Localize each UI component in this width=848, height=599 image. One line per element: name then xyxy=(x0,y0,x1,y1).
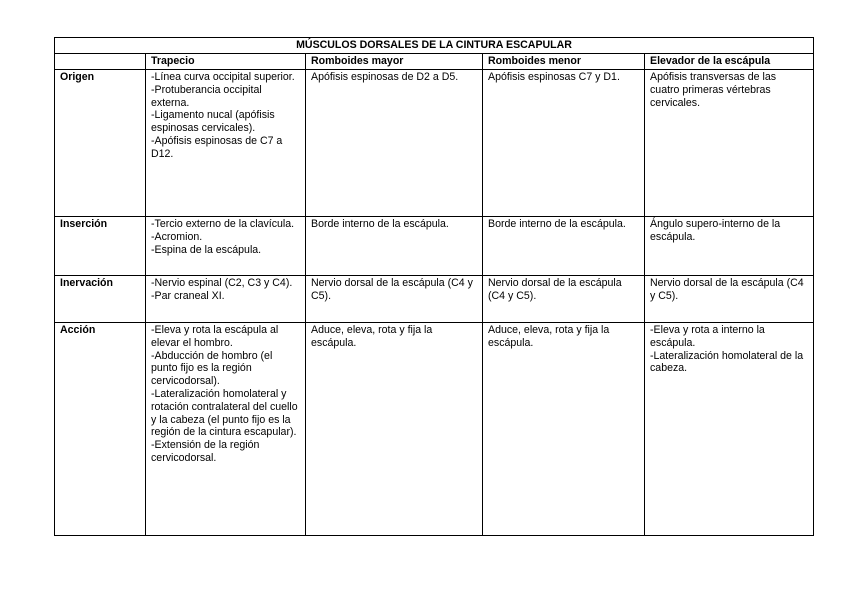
header-cell-trapecio: Trapecio xyxy=(146,54,306,70)
row-label-insercion: Inserción xyxy=(55,217,146,276)
table-cell: -Eleva y rota la escápula al elevar el hombro. -Abducción de hombro (el punto fijo es la región cervicodorsal). -Lateralización homolateral y rotación contralateral del cuello y la cabeza (el punto fijo es la región de la cintura escapular). -Extensión de la región cervicodorsal. xyxy=(146,323,306,536)
table-row-origen xyxy=(55,70,814,217)
table-cell: Nervio dorsal de la escápula (C4 y C5). xyxy=(645,276,814,323)
table-row-inervacion xyxy=(55,276,814,323)
muscle-table xyxy=(54,37,814,536)
table-cell: Aduce, eleva, rota y fija la escápula. xyxy=(306,323,483,536)
table-cell: -Línea curva occipital superior. -Protuberancia occipital externa. -Ligamento nucal (apófisis espinosas cervicales). -Apófisis espinosas de C7 a D12. xyxy=(146,70,306,217)
table-cell: Nervio dorsal de la escápula (C4 y C5). xyxy=(483,276,645,323)
header-cell-romboides-mayor: Romboides mayor xyxy=(306,54,483,70)
table-cell: Ángulo supero-interno de la escápula. xyxy=(645,217,814,276)
table-cell: Apófisis espinosas C7 y D1. xyxy=(483,70,645,217)
table-cell: -Eleva y rota a interno la escápula. -Lateralización homolateral de la cabeza. xyxy=(645,323,814,536)
table-cell: -Tercio externo de la clavícula. -Acromion. -Espina de la escápula. xyxy=(146,217,306,276)
table-cell: Borde interno de la escápula. xyxy=(483,217,645,276)
table-row-insercion xyxy=(55,217,814,276)
header-cell-empty xyxy=(55,54,146,70)
table-cell: -Nervio espinal (C2, C3 y C4). -Par craneal XI. xyxy=(146,276,306,323)
table-header-row xyxy=(55,54,814,70)
table-title: MÚSCULOS DORSALES DE LA CINTURA ESCAPULAR xyxy=(55,38,814,54)
table-cell: Apófisis transversas de las cuatro primeras vértebras cervicales. xyxy=(645,70,814,217)
table-title-row xyxy=(55,38,814,54)
header-cell-romboides-menor: Romboides menor xyxy=(483,54,645,70)
table-row-accion xyxy=(55,323,814,536)
row-label-inervacion: Inervación xyxy=(55,276,146,323)
row-label-accion: Acción xyxy=(55,323,146,536)
header-cell-elevador-escapula: Elevador de la escápula xyxy=(645,54,814,70)
table-cell: Aduce, eleva, rota y fija la escápula. xyxy=(483,323,645,536)
row-label-origen: Origen xyxy=(55,70,146,217)
table-cell: Nervio dorsal de la escápula (C4 y C5). xyxy=(306,276,483,323)
table-cell: Borde interno de la escápula. xyxy=(306,217,483,276)
table-cell: Apófisis espinosas de D2 a D5. xyxy=(306,70,483,217)
